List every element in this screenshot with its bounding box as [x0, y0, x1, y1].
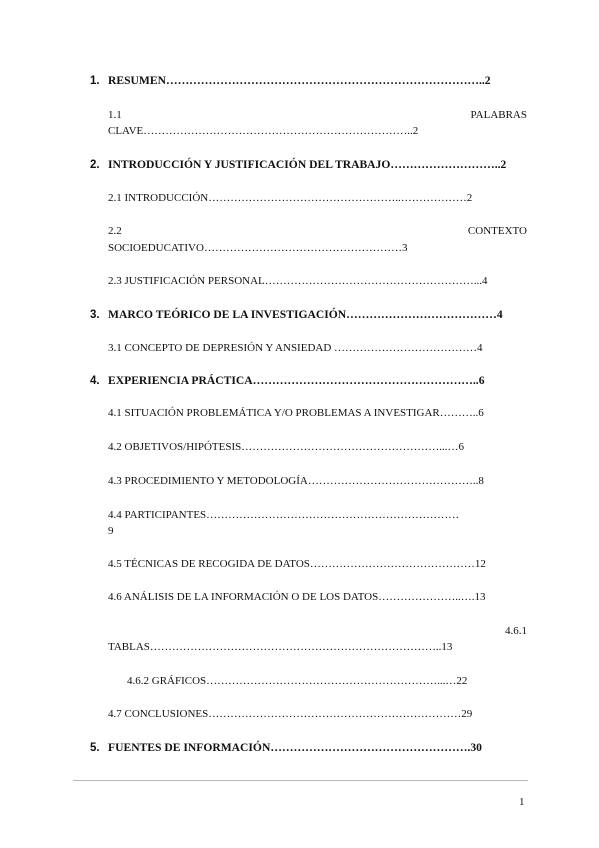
toc-entry-number: 2.2	[108, 225, 122, 237]
toc-entry-number: 1.1	[108, 109, 122, 121]
page-number: 1	[519, 796, 525, 808]
section-number: 5.	[90, 742, 100, 754]
toc-entry-procedimiento: 4.3 PROCEDIMIENTO Y METODOLOGÍA………………………………………..8	[108, 475, 484, 487]
toc-entry-continuation: TABLAS……………………………………………………………………..13	[108, 641, 453, 653]
toc-entry-fuentes: FUENTES DE INFORMACIÓN…………………………………………….30	[108, 741, 482, 754]
footer-divider	[73, 780, 528, 781]
toc-entry-justificacion-personal: 2.3 JUSTIFICACIÓN PERSONAL…………………………………………………...4	[108, 275, 488, 287]
toc-entry-continuation: CLAVE………………………………………………………………..2	[108, 125, 419, 137]
toc-entry-graficos: 4.6.2 GRÁFICOS………………………………………………………...…22	[127, 675, 468, 687]
toc-entry-objetivos: 4.2 OBJETIVOS/HIPÓTESIS………………………………………………...…6	[108, 441, 464, 453]
toc-entry-analisis: 4.6 ANÁLISIS DE LA INFORMACIÓN O DE LOS DATOS…………………..….13	[108, 591, 486, 603]
section-number: 3.	[90, 309, 100, 321]
toc-entry-tecnicas: 4.5 TÉCNICAS DE RECOGIDA DE DATOS………………………………………12	[108, 558, 486, 570]
toc-entry-situacion: 4.1 SITUACIÓN PROBLEMÁTICA Y/O PROBLEMAS A INVESTIGAR………..6	[108, 407, 484, 419]
toc-entry-introduccion: 2.1 INTRODUCCIÓN……………………………………………..………………2	[108, 192, 473, 204]
section-number: 4.	[90, 375, 100, 387]
section-number: 2.	[90, 159, 100, 171]
toc-entry-title: CONTEXTO	[467, 225, 527, 237]
toc-entry-continuation: 9	[108, 525, 114, 537]
toc-entry-continuation: SOCIOEDUCATIVO………………………………………………3	[108, 242, 408, 254]
toc-entry-conclusiones: 4.7 CONCLUSIONES……………………………………………………………29	[108, 708, 473, 720]
toc-entry-tablas	[108, 625, 527, 637]
toc-entry-resumen: RESUMEN………………………………………………………………………..2	[108, 74, 491, 87]
toc-entry-participantes: 4.4 PARTICIPANTES……………………………………………………………	[108, 509, 460, 521]
toc-entry-introduccion-justificacion: INTRODUCCIÓN Y JUSTIFICACIÓN DEL TRABAJO………………………..2	[108, 158, 507, 171]
toc-entry-experiencia-practica: EXPERIENCIA PRÁCTICA…………………………………………………..6	[108, 374, 485, 387]
toc-entry-palabras-clave	[108, 109, 527, 121]
toc-entry-title: PALABRAS	[470, 109, 527, 121]
toc-entry-concepto: 3.1 CONCEPTO DE DEPRESIÓN Y ANSIEDAD …………………………………4	[108, 342, 483, 354]
toc-entry-contexto	[108, 225, 527, 237]
section-number: 1.	[90, 75, 100, 87]
toc-entry-number: 4.6.1	[505, 625, 527, 637]
toc-entry-marco-teorico: MARCO TEÓRICO DE LA INVESTIGACIÓN…………………………………4	[108, 308, 503, 321]
